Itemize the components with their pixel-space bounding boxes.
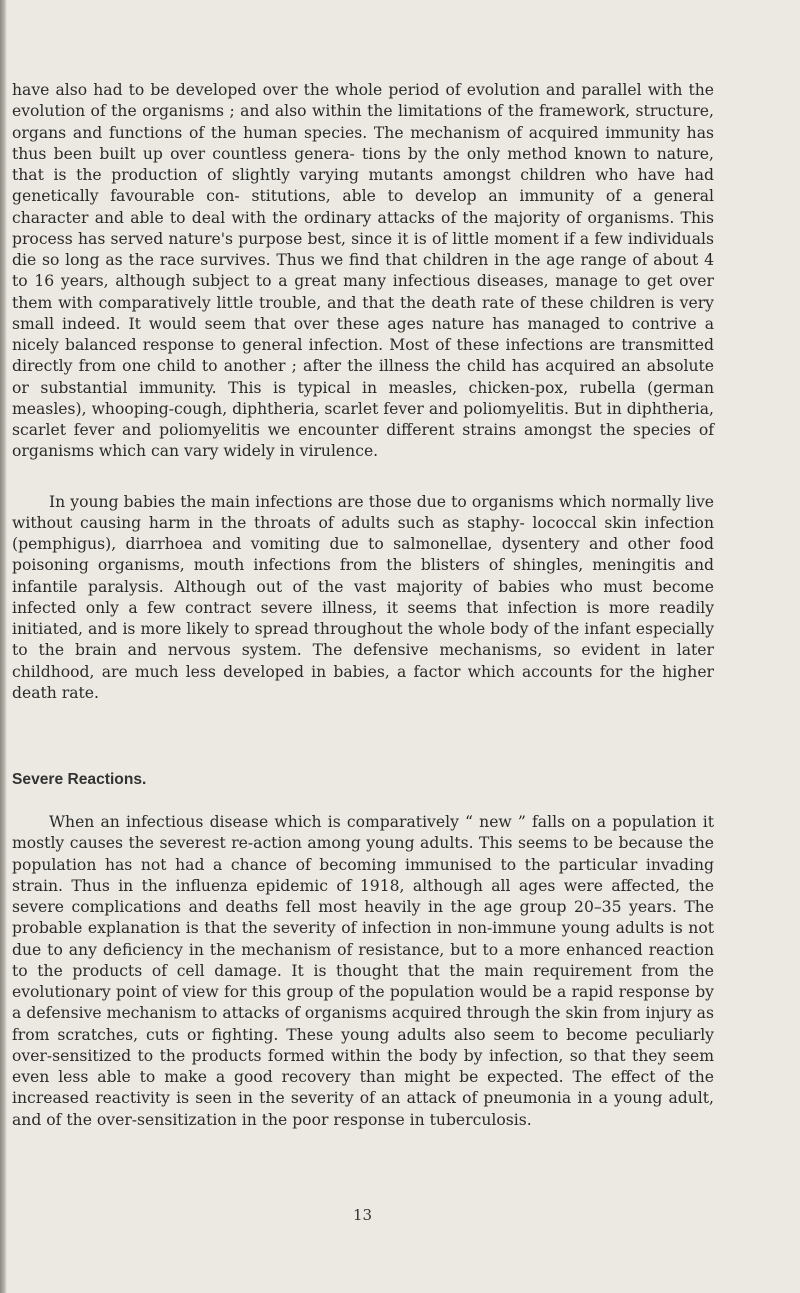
paragraph-young-babies: In young babies the main infections are those due to organisms which normally live without causing harm in the throats of adults such as staphy- lococcal skin infection (pemphigus), diarrhoea and vomiting due to salmonellae, dysentery and other food poisoning organisms, mouth infections from the blisters of shingles, meningitis and infantile paralysis. Although out of the vast majority of babies who must become infected only a few contract severe illness, it seems that infection is more readily initiated, and is more likely to spread throughout the whole body of the infant especially to the brain and nervous system. The defensive mechanisms, so evident in later childhood, are much less developed in babies, a factor which accounts for the higher death rate.	[12, 492, 714, 702]
heading-spacer	[12, 790, 714, 812]
paragraph-evolution-immunity: have also had to be developed over the whole period of evolution and parallel with the evolution of the organisms ; and also within the limitations of the framework, structure, organs and functions of the human species. The mechanism of acquired immunity has thus been built up over countless genera- tions by the only method known to nature, that is the production of slightly varying mutants amongst children who have had genetically favourable con- stitutions, able to develop an immunity of a general character and able to deal with the ordinary attacks of the majority of organisms. This process has served nature's purpose best, since it is of little moment if a few individuals die so long as the race survives. Thus we find that children in the age range of about 4 to 16 years, although subject to a great many infectious diseases, manage to get over them with comparatively little trouble, and that the death rate of these children is very small indeed. It would seem that over these ages nature has managed to contrive a nicely balanced response to general infection. Most of these infections are transmitted directly from one child to another ; after the illness the child has acquired an absolute or substantial immunity. This is typical in measles, chicken-pox, rubella (german measles), whooping-cough, diphtheria, scarlet fever and poliomyelitis. But in diphtheria, scarlet fever and poliomyelitis we encounter different strains amongst the species of organisms which can vary widely in virulence.	[12, 81, 714, 461]
page-number: 13	[353, 1206, 373, 1224]
section-spacer	[12, 704, 714, 770]
section-heading: Severe Reactions.	[12, 771, 147, 788]
page-content	[12, 80, 714, 1131]
paragraph-spacer	[12, 463, 714, 492]
paragraph-severe-reactions: When an infectious disease which is comparatively “ new ” falls on a population it mostly causes the severest re-action among young adults. This seems to be because the population has not had a chance of becoming immunised to the particular invading strain. Thus in the influenza epidemic of 1918, although all ages were affected, the severe complications and deaths fell most heavily in the age group 20–35 years. The probable explanation is that the severity of infection in non-immune young adults is not due to any deficiency in the mechanism of resistance, but to a more enhanced reaction to the products of cell damage. It is thought that the main requirement from the evolutionary point of view for this group of the population would be a rapid response by a defensive mechanism to attacks of organisms acquired through the skin from injury as from scratches, cuts or fighting. These young adults also seem to become peculiarly over-sensitized to the products formed within the body by infection, so that they seem even less able to make a good recovery than might be expected. The effect of the increased reactivity is seen in the severity of an attack of pneumonia in a young adult, and of the over-sensitization in the poor response in tuberculosis.	[12, 813, 714, 1129]
binding-edge	[0, 0, 7, 1293]
